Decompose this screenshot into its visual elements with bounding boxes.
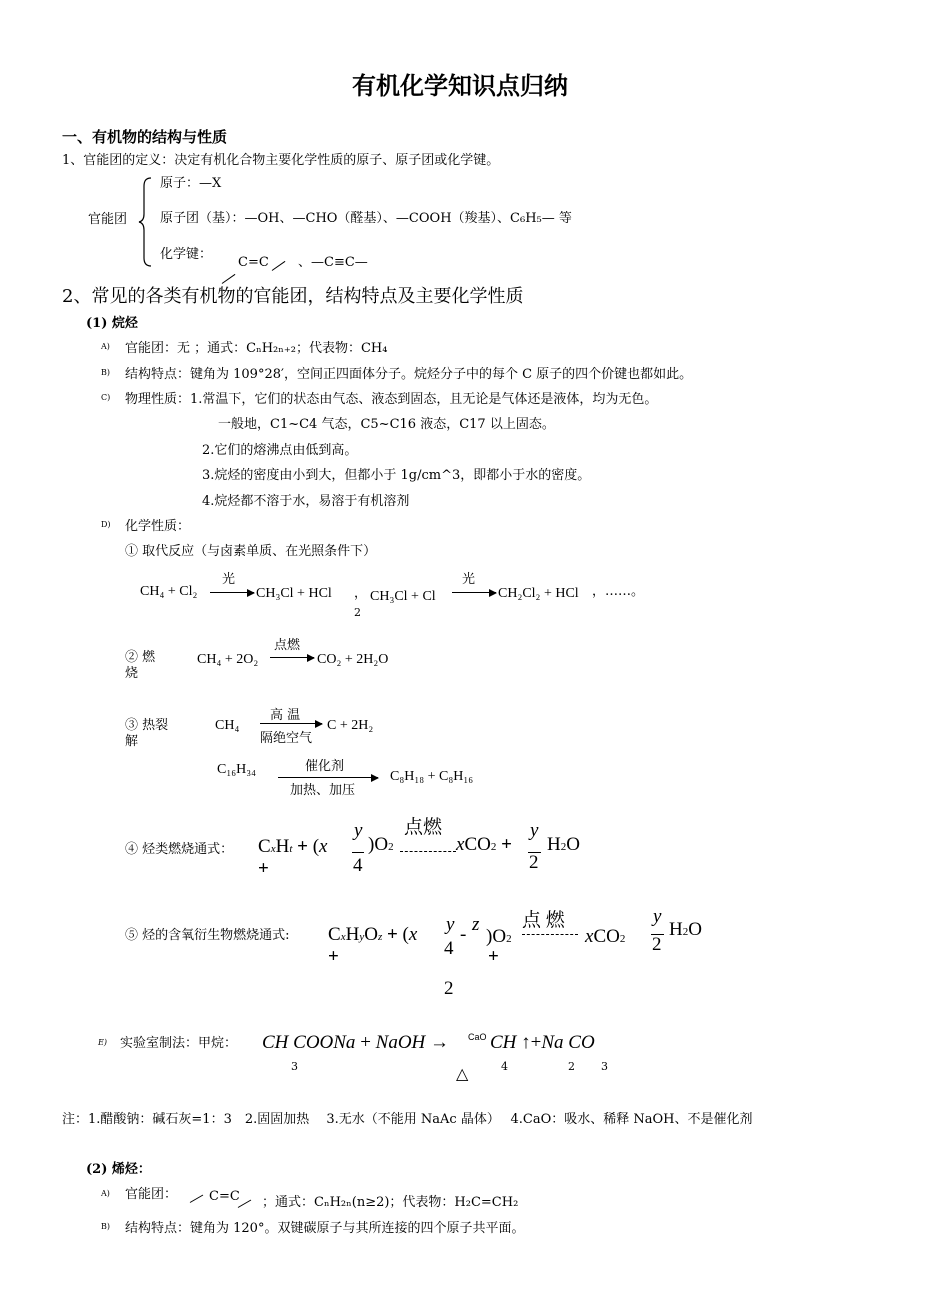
gen5-plus: +	[328, 946, 339, 967]
crack1-top: 高 温	[270, 708, 301, 723]
left-brace	[138, 176, 154, 268]
prep-label: 实验室制法：甲烷：	[120, 1036, 238, 1051]
alkene-heading: (2) 烯烃：	[86, 1162, 151, 1177]
alkene-fg-cc: C=C	[209, 1189, 240, 1204]
marker-d: D)	[101, 520, 111, 529]
gen4-two: 2	[529, 852, 539, 873]
alkene-fg-rest: ；通式：CₙH₂ₙ(n≥2)；代表物：H₂C=CH₂	[262, 1195, 519, 1210]
sub-general-comb: ④ 烃类燃烧通式：	[125, 842, 234, 857]
alkane-structure: 结构特点：键角为 109°28′，空间正四面体分子。烷烃分子中的每个 C 原子的四个价键也都如此。	[125, 367, 693, 382]
sub-cracking: ③ 热裂解	[125, 718, 169, 749]
gen5-formula-left: CxHyOz + (x	[328, 924, 418, 945]
marker-a: A)	[101, 342, 110, 351]
r1-cond: 光	[222, 572, 236, 587]
gen5-right: xCO2	[585, 926, 626, 947]
crack1-bottom: 隔绝空气	[260, 731, 313, 746]
marker-e: E)	[98, 1038, 107, 1047]
alkene-marker-b: B)	[101, 1222, 110, 1231]
crack1-left: CH₄	[215, 718, 240, 733]
section2-heading: 2、常见的各类有机物的官能团，结构特点及主要化学性质	[62, 286, 524, 307]
alkane-phys1b: 一般地，C1~C4 气态，C5~C16 液态，C17 以上固态。	[218, 417, 555, 432]
gen5-y: y	[446, 914, 455, 935]
gen5-cond: 点 燃	[522, 910, 565, 931]
gen4-plus: +	[258, 858, 269, 879]
prep-sub-3: 3	[291, 1060, 298, 1073]
gen5-plus2: +	[488, 946, 499, 967]
gen4-arrow	[400, 851, 456, 852]
crack2-right: C₈H₁₈ + C₈H₁₆	[390, 769, 474, 784]
gen4-y2: y	[530, 820, 539, 841]
alkane-phys4: 4.烷烃都不溶于水，易溶于有机溶剂	[202, 494, 410, 509]
gen4-frac-line	[352, 852, 364, 853]
page-title: 有机化学知识点归纳	[352, 72, 568, 100]
gen5-minus: -	[460, 924, 467, 945]
fg-bond-label: 化学键：	[160, 247, 213, 262]
gen5-o2: )O2	[486, 926, 512, 947]
gen4-y: y	[354, 820, 363, 841]
prep-sub-4: 4	[501, 1060, 508, 1073]
prep-catalyst: CaO	[468, 1032, 487, 1042]
r2-tail: ，……。	[592, 584, 645, 599]
fg-definition: 1、官能团的定义：决定有机化合物主要化学性质的原子、原子团或化学键。	[62, 153, 500, 168]
r1-two: 2	[354, 606, 361, 619]
comb-arrow	[270, 657, 314, 658]
gen4-o2: )O2	[368, 834, 394, 855]
r1-arrow	[210, 592, 254, 593]
r2-cond: 光	[462, 572, 476, 587]
crack2-arrow	[278, 777, 378, 778]
gen4-four: 4	[353, 855, 363, 876]
r2-arrow	[452, 592, 496, 593]
comb-cond: 点燃	[274, 638, 301, 653]
gen5-arrow	[522, 934, 578, 935]
gen4-cond: 点燃	[404, 817, 443, 838]
fg-label: 官能团	[88, 212, 128, 227]
r1-left: CH₄ + Cl₂	[140, 584, 198, 599]
prep-sub-3b: 3	[601, 1060, 608, 1073]
sub-combustion: ② 燃烧	[125, 650, 156, 681]
r2-right: CH₂Cl₂ + HCl	[498, 586, 579, 601]
crack1-right: C + 2H₂	[327, 718, 374, 733]
comb-right: CO₂ + 2H₂O	[317, 652, 389, 667]
prep-heat: △	[456, 1064, 469, 1083]
r1-sep: ，	[354, 586, 368, 601]
prep-product: CH ↑+Na CO	[490, 1032, 595, 1053]
fg-atom: 原子：—X	[160, 176, 222, 191]
alkane-phys3: 3.烷烃的密度由小到大，但都小于 1g/cm^3，即都小于水的密度。	[202, 468, 591, 483]
marker-b: B)	[101, 368, 110, 377]
crack1-arrow	[260, 723, 322, 724]
marker-c: C)	[101, 393, 111, 402]
prep-equation: CH COONa + NaOH →	[262, 1032, 450, 1053]
gen5-y2: y	[653, 906, 662, 927]
gen4-formula-left: CxHt + (x	[258, 836, 328, 857]
bond-line-right	[272, 261, 286, 271]
section1-heading: 一、有机物的结构与性质	[62, 128, 228, 146]
gen5-h2o: H2O	[669, 919, 702, 940]
crack2-top: 催化剂	[305, 759, 345, 774]
gen5-z: z	[472, 914, 480, 935]
comb-left: CH₄ + 2O₂	[197, 652, 259, 667]
sub-substitution: ① 取代反应（与卤素单质、在光照条件下）	[125, 544, 377, 559]
alkane-phys2: 2.它们的熔沸点由低到高。	[202, 443, 358, 458]
alkene-fg-label: 官能团：	[125, 1187, 178, 1202]
fg-group: 原子团（基）：—OH、—CHO（醛基）、—COOH（羧基）、C₆H₅— 等	[160, 211, 572, 226]
alkene-structure: 结构特点：键角为 120°。双键碳原子与其所连接的四个原子共平面。	[125, 1221, 525, 1236]
fg-bond-cc: C=C	[238, 255, 269, 270]
gen5-two: 2	[652, 934, 662, 955]
gen5-two-under: 2	[444, 978, 454, 999]
fg-bond-triple: 、—C≡C—	[298, 255, 368, 270]
crack2-bottom: 加热、加压	[290, 783, 356, 798]
gen4-right: xCO2 +	[456, 834, 512, 855]
alkene-marker-a: A)	[101, 1189, 110, 1198]
r1-right: CH₃Cl + HCl	[256, 586, 332, 601]
bond-line-left	[222, 274, 236, 284]
crack2-left: C₁₆H₃₄	[217, 762, 256, 777]
alkane-chem: 化学性质：	[125, 519, 191, 534]
prep-note: 注：1.醋酸钠：碱石灰=1：3 2.固固加热 3.无水（不能用 NaAc 晶体） 4.CaO：吸水、稀释 NaOH、不是催化剂	[62, 1112, 753, 1127]
prep-sub-2: 2	[568, 1060, 575, 1073]
alkane-phys1: 物理性质：1.常温下，它们的状态由气态、液态到固态，且无论是气体还是液体，均为无色。	[125, 392, 658, 407]
gen5-four: 4	[444, 938, 454, 959]
alkene-bond-left	[190, 1195, 203, 1203]
sub-general-comb-oxy: ⑤ 烃的含氧衍生物燃烧通式:	[125, 928, 290, 943]
alkane-heading: (1) 烷烃	[86, 316, 138, 331]
gen4-h2o: H2O	[547, 834, 580, 855]
alkane-fg: 官能团：无 ；通式：CₙH₂ₙ₊₂；代表物：CH₄	[125, 341, 388, 356]
r2-left: CH₃Cl + Cl	[370, 589, 436, 604]
